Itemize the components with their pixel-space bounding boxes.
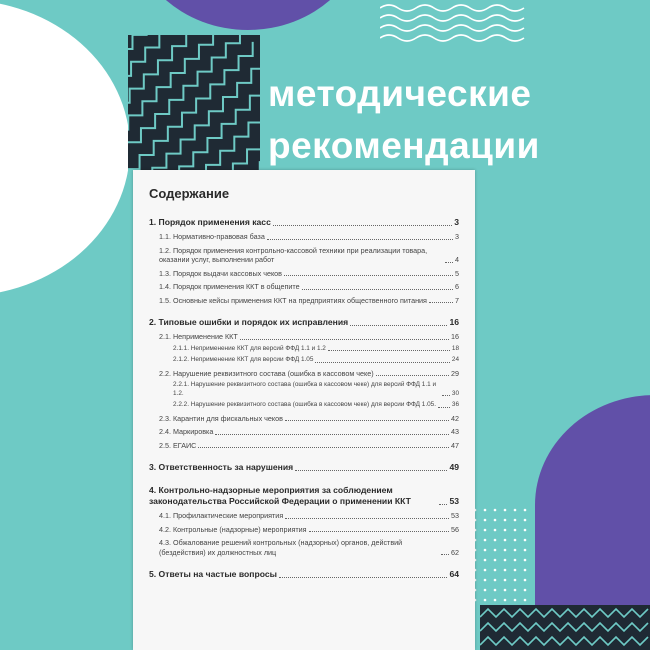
toc-entry [149, 511, 459, 521]
toc-entry-label: 1.1. Нормативно-правовая база [159, 232, 265, 241]
toc-entry-page: 47 [451, 440, 459, 450]
toc-dot-leader [350, 325, 447, 326]
toc-entry-label: 2.1.1. Неприменение ККТ для версий ФФД 1.1 и 1.2 [173, 344, 326, 352]
toc-entry [149, 332, 459, 342]
toc-entry-page: 42 [451, 413, 459, 423]
toc-entry-label: 2.5. ЕГАИС [159, 440, 197, 450]
zigzag-pattern-block [128, 35, 260, 170]
title-line-2: рекомендации [268, 125, 540, 166]
purple-semicircle-shape [128, 0, 368, 30]
wave-lines-icon [380, 0, 530, 45]
toc-dot-leader [442, 395, 450, 396]
toc-entry [149, 269, 459, 279]
toc-dot-leader [273, 225, 452, 226]
toc-entry-label: 1.2. Порядок применения контрольно-кассовой техники при реализации товара, оказании услуг, выполнении работ [159, 245, 428, 264]
toc-entry-label: 5. Ответы на частые вопросы [149, 569, 277, 579]
toc-entry-page: 56 [451, 524, 459, 534]
toc-dot-leader [240, 339, 449, 340]
toc-entry-label: 2.2.1. Нарушение реквизитного состава (ошибка в кассовом чеке) для версий ФФД 1.1 и 1.2. [173, 381, 437, 397]
toc-entry-page: 16 [449, 317, 459, 327]
toc-entry-page: 5 [455, 268, 459, 278]
toc-entry-label: 2.4. Маркировка [159, 427, 214, 436]
toc-dot-leader [215, 434, 449, 435]
dot-grid-icon [470, 505, 540, 605]
toc-dot-leader [438, 407, 450, 408]
toc-dot-leader [429, 302, 453, 303]
toc-entry [149, 356, 459, 365]
toc-entry-page: 3 [454, 217, 459, 227]
toc-entry-label: 4.1. Профилактические мероприятия [159, 511, 284, 520]
toc-entry-label: 1.5. Основные кейсы применения ККТ на предприятиях общественного питания [159, 295, 427, 305]
page-title [268, 68, 540, 172]
toc-dot-leader [376, 375, 449, 376]
toc-dot-leader [309, 531, 449, 532]
toc-entry-page: 16 [451, 332, 459, 341]
toc-entry-page: 3 [455, 232, 459, 241]
toc-entry [149, 525, 459, 535]
toc-entry [149, 369, 459, 379]
toc-entry [149, 345, 459, 354]
toc-dot-leader [267, 239, 453, 240]
toc-entry [149, 317, 459, 328]
toc-entry-page: 4 [455, 255, 459, 264]
toc-entry [149, 381, 459, 398]
toc-entry [149, 538, 459, 557]
toc-entry-page: 53 [451, 511, 459, 520]
toc-entry-page: 43 [451, 427, 459, 436]
toc-entry-label: 2.1.2. Неприменение ККТ для версии ФФД 1.05 [173, 356, 314, 363]
toc-entry-label: 1. Порядок применения касс [149, 217, 271, 227]
toc-document [133, 170, 475, 650]
toc-entry [149, 217, 459, 228]
toc-entry-page: 6 [455, 282, 459, 291]
toc-heading: Содержание [149, 186, 230, 201]
toc-entry [149, 462, 459, 473]
toc-entry-label: 2.2.2. Нарушение реквизитного состава (ошибка в кассовом чеке) для версии ФФД 1.05. [173, 401, 436, 408]
toc-dot-leader [284, 275, 453, 276]
toc-entry [149, 569, 459, 580]
toc-dot-leader [295, 470, 447, 471]
toc-entry-label: 2.2. Нарушение реквизитного состава (ошибка в кассовом чеке) [159, 368, 374, 378]
toc-entry [149, 296, 459, 306]
toc-entry-page: 64 [449, 569, 459, 579]
toc-dot-leader [279, 577, 447, 578]
toc-entry [149, 414, 459, 424]
toc-list [149, 217, 459, 580]
toc-entry-label: 4.2. Контрольные (надзорные) мероприятия [159, 524, 307, 534]
toc-entry-page: 24 [451, 356, 459, 363]
bottom-zigzag-icon [480, 605, 650, 650]
toc-dot-leader [302, 289, 453, 290]
toc-entry-page: 49 [449, 462, 459, 472]
toc-entry-page: 30 [451, 389, 459, 397]
bottom-zigzag-block [480, 605, 650, 650]
toc-entry-page: 18 [451, 344, 459, 352]
toc-entry-page: 53 [449, 496, 459, 506]
toc-entry-page: 7 [455, 295, 459, 305]
toc-dot-leader [285, 518, 449, 519]
toc-entry-label: 1.4. Порядок применения ККТ в общепите [159, 282, 300, 291]
toc-dot-leader [441, 554, 449, 555]
toc-dot-leader [439, 504, 447, 505]
toc-dot-leader [285, 420, 449, 421]
toc-entry-label: 2.3. Карантин для фискальных чеков [159, 413, 283, 423]
toc-entry-label: 2.1. Неприменение ККТ [159, 332, 238, 341]
toc-entry [149, 282, 459, 292]
toc-entry-page: 62 [451, 547, 459, 557]
toc-entry-label: 1.3. Порядок выдачи кассовых чеков [159, 268, 282, 278]
toc-entry [149, 441, 459, 451]
toc-entry-page: 36 [451, 401, 459, 408]
toc-entry-label: 4.3. Обжалование решений контрольных (надзорных) органов, действий (бездействия) их должностных лиц [159, 538, 403, 557]
toc-dot-leader [328, 350, 450, 351]
toc-entry [149, 427, 459, 437]
toc-entry [149, 485, 459, 507]
toc-dot-leader [198, 447, 449, 448]
white-arc-shape [0, 0, 130, 296]
toc-entry-page: 29 [451, 368, 459, 378]
toc-entry-label: 2. Типовые ошибки и порядок их исправления [149, 317, 349, 327]
toc-dot-leader [315, 362, 450, 363]
toc-dot-leader [445, 262, 453, 263]
toc-entry [149, 401, 459, 410]
toc-entry [149, 232, 459, 242]
zigzag-pattern-icon [128, 35, 260, 170]
toc-entry-label: 3. Ответственность за нарушения [149, 462, 294, 472]
toc-entry [149, 246, 459, 265]
title-line-1: методические [268, 73, 532, 114]
toc-entry-label: 4. Контрольно-надзорные мероприятия за соблюдением законодательства Российской Федерации о применении ККТ [149, 485, 411, 506]
